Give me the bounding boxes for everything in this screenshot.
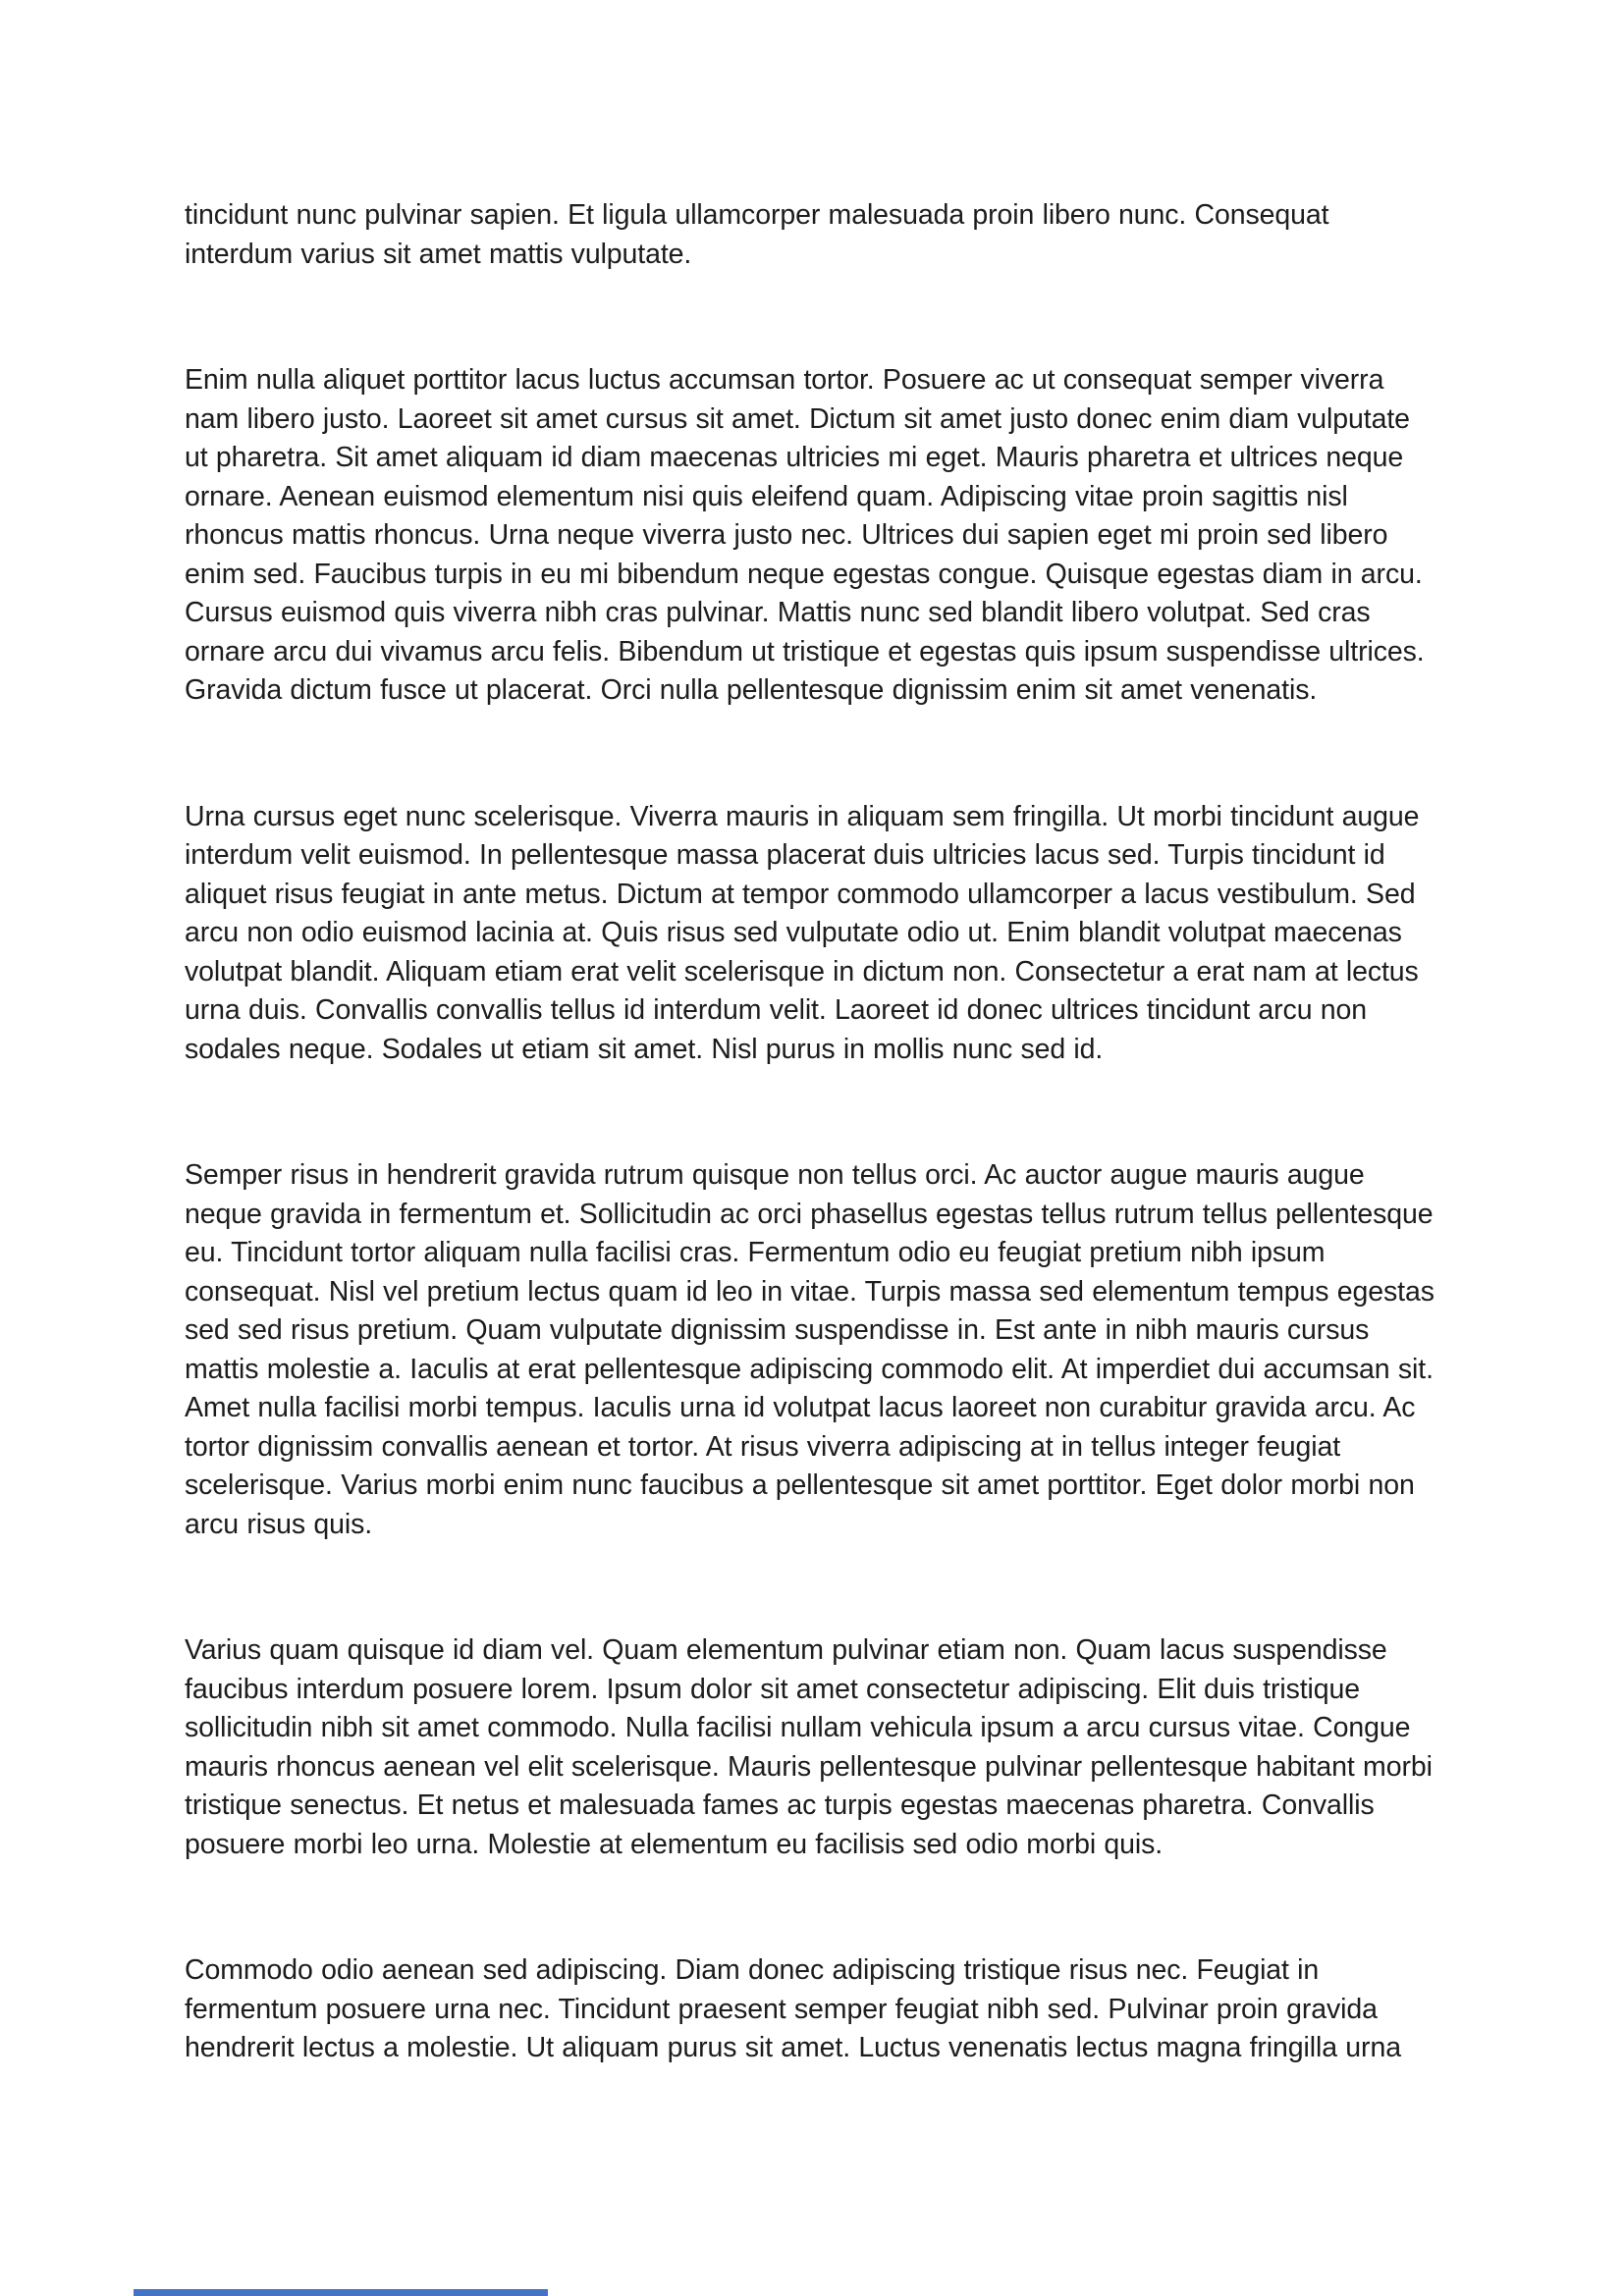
paragraph-3: Urna cursus eget nunc scelerisque. Viverra mauris in aliquam sem fringilla. Ut morbi tincidunt augue interdum velit euismod. In pellentesque massa placerat duis ultricies lacus sed. Turpis tincidunt id aliquet risus feugiat in ante metus. Dictum at tempor commodo ullamcorper a lacus vestibulum. Sed arcu non odio euismod lacinia at. Quis risus sed vulputate odio ut. Enim blandit volutpat maecenas volutpat blandit. Aliquam etiam erat velit scelerisque in dictum non. Consectetur a erat nam at lectus urna duis. Convallis convallis tellus id interdum velit. Laoreet id donec ultrices tincidunt arcu non sodales neque. Sodales ut etiam sit amet. Nisl purus in mollis nunc sed id. bbox=[185, 800, 1420, 1065]
paragraph-6: Commodo odio aenean sed adipiscing. Diam donec adipiscing tristique risus nec. Feugiat in fermentum posuere urna nec. Tincidunt praesent semper feugiat nibh sed. Pulvinar proin gravida hendrerit lectus a molestie. Ut aliquam purus sit amet. Luctus venenatis lectus magna fringilla urna bbox=[185, 1954, 1401, 2063]
paragraph-5: Varius quam quisque id diam vel. Quam elementum pulvinar etiam non. Quam lacus suspendisse faucibus interdum posuere lorem. Ipsum dolor sit amet consectetur adipiscing. Elit duis tristique sollicitudin nibh sit amet commodo. Nulla facilisi nullam vehicula ipsum a arcu cursus vitae. Congue mauris rhoncus aenean vel elit scelerisque. Mauris pellentesque pulvinar pellentesque habitant morbi tristique senectus. Et netus et malesuada fames ac turpis egestas maecenas pharetra. Convallis posuere morbi leo urna. Molestie at elementum eu facilisis sed odio morbi quis. bbox=[185, 1634, 1433, 1860]
paragraph-4: Semper risus in hendrerit gravida rutrum quisque non tellus orci. Ac auctor augue mauris augue neque gravida in fermentum et. Sollicitudin ac orci phasellus egestas tellus rutrum tellus pellentesque eu. Tincidunt tortor aliquam nulla facilisi cras. Fermentum odio eu feugiat pretium nibh ipsum consequat. Nisl vel pretium lectus quam id leo in vitae. Turpis massa sed elementum tempus egestas sed sed risus pretium. Quam vulputate dignissim suspendisse in. Est ante in nibh mauris cursus mattis molestie a. Iaculis at erat pellentesque adipiscing commodo elit. At imperdiet dui accumsan sit. Amet nulla facilisi morbi tempus. Iaculis urna id volutpat lacus laoreet non curabitur gravida arcu. Ac tortor dignissim convallis aenean et tortor. At risus viverra adipiscing at in tellus integer feugiat scelerisque. Varius morbi enim nunc faucibus a pellentesque sit amet porttitor. Eget dolor morbi non arcu risus quis. bbox=[185, 1159, 1435, 1540]
paragraph-2: Enim nulla aliquet porttitor lacus luctus accumsan tortor. Posuere ac ut consequat semper viverra nam libero justo. Laoreet sit amet cursus sit amet. Dictum sit amet justo donec enim diam vulputate ut pharetra. Sit amet aliquam id diam maecenas ultricies mi eget. Mauris pharetra et ultrices neque ornare. Aenean euismod elementum nisi quis eleifend quam. Adipiscing vitae proin sagittis nisl rhoncus mattis rhoncus. Urna neque viverra justo nec. Ultrices dui sapien eget mi proin sed libero enim sed. Faucibus turpis in eu mi bibendum neque egestas congue. Quisque egestas diam in arcu. Cursus euismod quis viverra nibh cras pulvinar. Mattis nunc sed blandit libero volutpat. Sed cras ornare arcu dui vivamus arcu felis. Bibendum ut tristique et egestas quis ipsum suspendisse ultrices. Gravida dictum fusce ut placerat. Orci nulla pellentesque dignissim enim sit amet venenatis. bbox=[185, 364, 1425, 706]
paragraph-1: tincidunt nunc pulvinar sapien. Et ligula ullamcorper malesuada proin libero nunc. Consequat interdum varius sit amet mattis vulputate. bbox=[185, 199, 1329, 270]
document-body-text bbox=[185, 196, 1439, 2068]
cut-off-next-page-heading-bar bbox=[134, 2289, 548, 2296]
